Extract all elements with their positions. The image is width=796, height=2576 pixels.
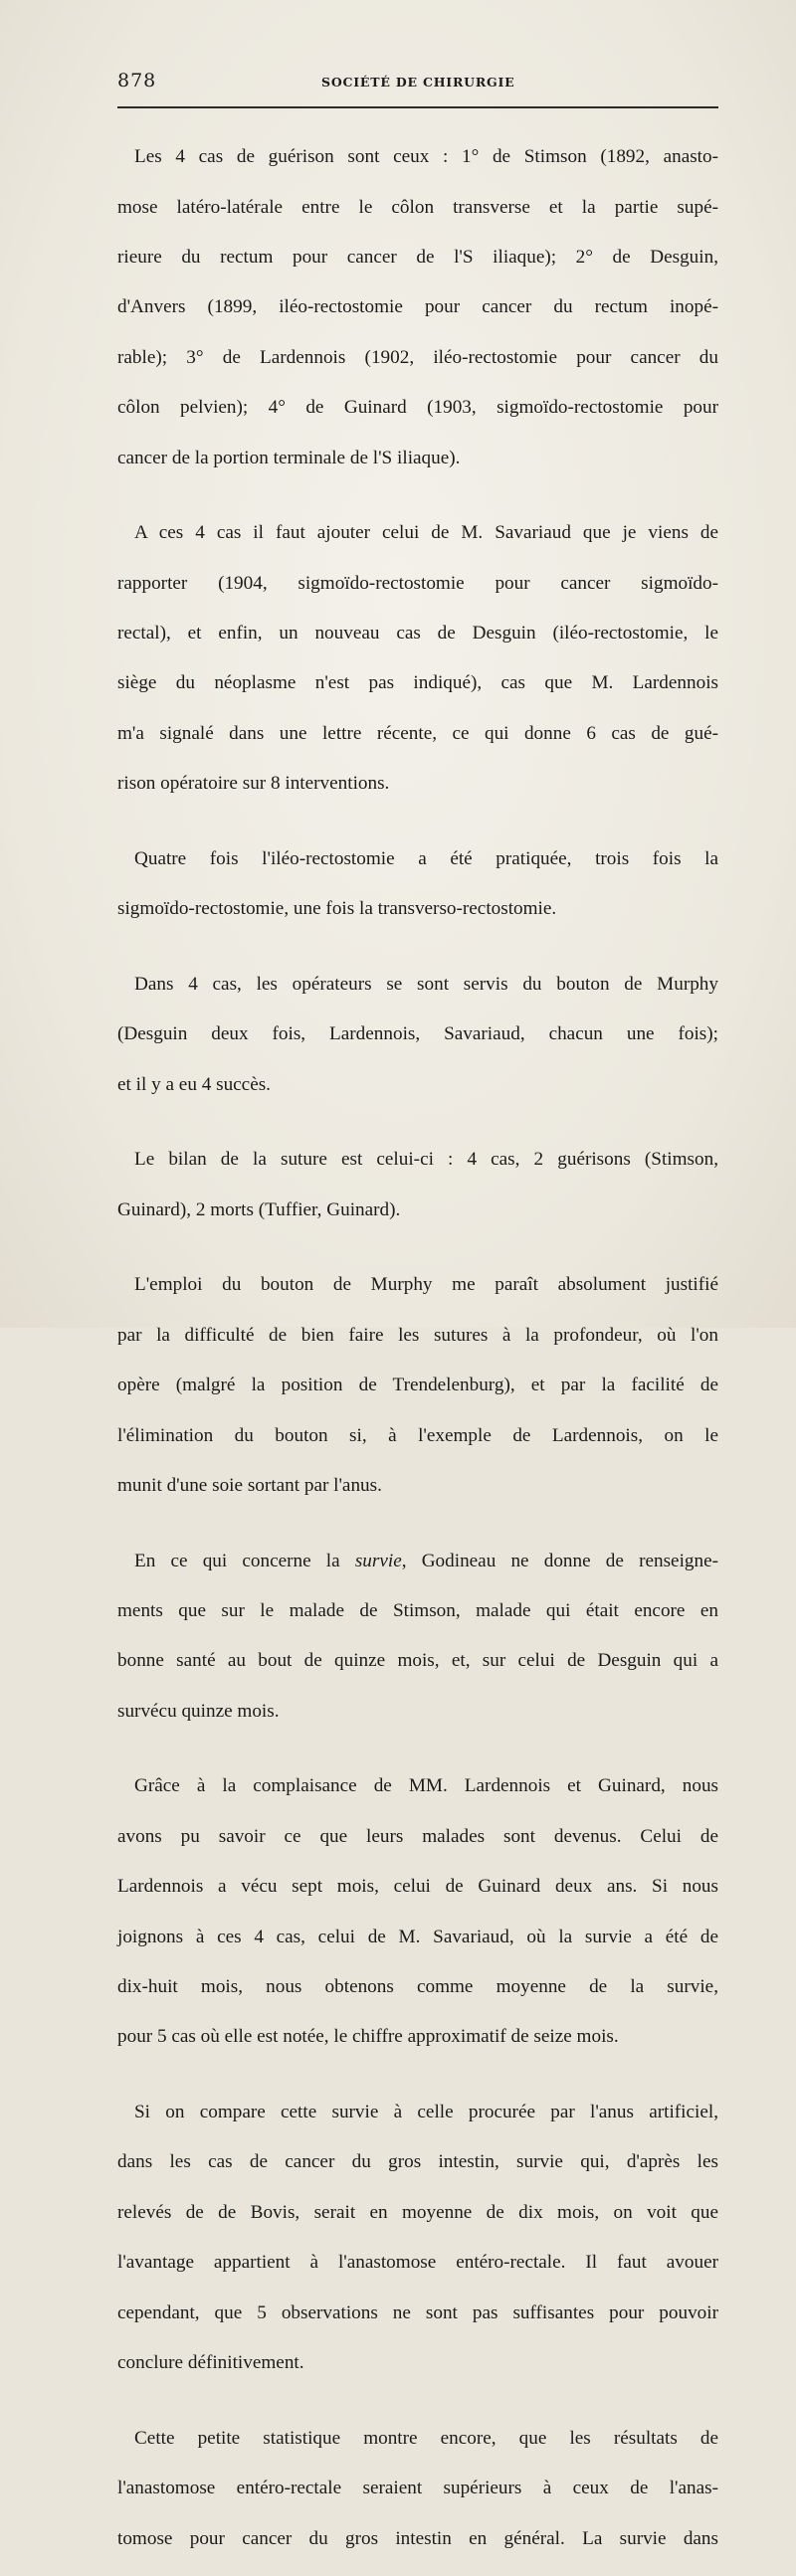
text-line: tomose pour cancer du gros intestin en général. La survie dans xyxy=(117,2527,718,2549)
text-line: dix-huit mois, nous obtenons comme moyenne de la survie, xyxy=(117,1976,718,1998)
text-line: pour 5 cas où elle est notée, le chiffre approximatif de seize mois. xyxy=(117,2026,619,2048)
text-line: l'avantage appartient à l'anastomose entéro-rectale. Il faut avouer xyxy=(117,2252,718,2274)
italic-term: survie xyxy=(354,1550,402,1571)
paragraph-9 xyxy=(117,2075,718,2401)
text-line: munit d'une soie sortant par l'anus. xyxy=(117,1474,382,1496)
text-line: A ces 4 cas il faut ajouter celui de M. Savariaud que je viens de xyxy=(134,522,718,544)
text-line: Quatre fois l'iléo-rectostomie a été pratiquée, trois fois la xyxy=(134,847,718,869)
paragraph-7 xyxy=(117,1523,718,1748)
text-line: cancer de la portion terminale de l'S iliaque). xyxy=(117,447,461,468)
paragraph-1 xyxy=(117,119,718,495)
text-line: d'Anvers (1899, iléo-rectostomie pour cancer du rectum inopé- xyxy=(117,296,718,318)
text-line: relevés de de Bovis, serait en moyenne de dix mois, on voit que xyxy=(117,2201,718,2223)
text-line-mixed xyxy=(117,1549,718,1573)
text-line: (Desguin deux fois, Lardennois, Savariaud, chacun une fois); xyxy=(117,1023,718,1045)
running-title: SOCIÉTÉ DE CHIRURGIE xyxy=(321,75,515,90)
text-line: côlon pelvien); 4° de Guinard (1903, sigmoïdo-rectostomie pour xyxy=(117,397,718,419)
text-line: rable); 3° de Lardennois (1902, iléo-rectostomie pour cancer du xyxy=(117,346,718,368)
header-rule xyxy=(117,106,718,108)
paragraph-2 xyxy=(117,495,718,822)
paragraph-4 xyxy=(117,947,718,1122)
text-line: avons pu savoir ce que leurs malades sont devenus. Celui de xyxy=(117,1825,718,1847)
text-line: dans les cas de cancer du gros intestin, survie qui, d'après les xyxy=(117,2151,718,2173)
page-header xyxy=(117,70,718,97)
text-line: mose latéro-latérale entre le côlon transverse et la partie supé- xyxy=(117,196,718,218)
paragraph-10 xyxy=(117,2400,718,2575)
text-line: et il y a eu 4 succès. xyxy=(117,1073,271,1095)
text-line: par la difficulté de bien faire les sutures à la profondeur, où l'on xyxy=(117,1324,718,1346)
text-line: opère (malgré la position de Trendelenburg), et par la facilité de xyxy=(117,1375,718,1396)
text-line: Grâce à la complaisance de MM. Lardennois et Guinard, nous xyxy=(134,1775,718,1797)
page-number: 878 xyxy=(117,70,157,92)
paragraph-3 xyxy=(117,822,718,947)
text-line: bonne santé au bout de quinze mois, et, sur celui de Desguin qui a xyxy=(117,1650,718,1672)
text-line: Le bilan de la suture est celui-ci : 4 cas, 2 guérisons (Stimson, xyxy=(134,1149,718,1171)
paragraph-5 xyxy=(117,1122,718,1247)
text-line: l'élimination du bouton si, à l'exemple de Lardennois, on le xyxy=(117,1424,718,1446)
text-line: Les 4 cas de guérison sont ceux : 1° de Stimson (1892, anasto- xyxy=(134,146,718,168)
text-line: rieure du rectum pour cancer de l'S iliaque); 2° de Desguin, xyxy=(117,247,718,269)
text-line: l'anastomose entéro-rectale seraient supérieurs à ceux de l'anas- xyxy=(117,2478,718,2499)
text-line: rison opératoire sur 8 interventions. xyxy=(117,773,390,795)
text-line: ments que sur le malade de Stimson, malade qui était encore en xyxy=(117,1599,718,1621)
text-line: rapporter (1904, sigmoïdo-rectostomie pour cancer sigmoïdo- xyxy=(117,572,718,594)
text-line: m'a signalé dans une lettre récente, ce qui donne 6 cas de gué- xyxy=(117,722,718,744)
text-line: Dans 4 cas, les opérateurs se sont servis du bouton de Murphy xyxy=(134,973,718,995)
text-line: survécu quinze mois. xyxy=(117,1700,280,1722)
text-line: Lardennois a vécu sept mois, celui de Guinard deux ans. Si nous xyxy=(117,1876,718,1898)
text-line: rectal), et enfin, un nouveau cas de Desguin (iléo-rectostomie, le xyxy=(117,623,718,644)
text-line: conclure définitivement. xyxy=(117,2352,304,2374)
text-line: cependant, que 5 observations ne sont pas suffisantes pour pouvoir xyxy=(117,2301,718,2323)
paragraph-8 xyxy=(117,1748,718,2075)
paragraph-6 xyxy=(117,1247,718,1523)
text-line: Si on compare cette survie à celle procurée par l'anus artificiel, xyxy=(134,2102,718,2123)
text-line: L'emploi du bouton de Murphy me paraît absolument justifié xyxy=(134,1274,718,1296)
text-line: sigmoïdo-rectostomie, une fois la transverso-rectostomie. xyxy=(117,898,557,920)
text-line: Guinard), 2 morts (Tuffier, Guinard). xyxy=(117,1198,401,1220)
body-text xyxy=(117,119,718,2576)
text-line: siège du néoplasme n'est pas indiqué), cas que M. Lardennois xyxy=(117,672,718,694)
text-fragment: En ce qui concerne la xyxy=(134,1550,340,1571)
text-fragment: , Godineau ne donne de renseigne- xyxy=(401,1550,718,1571)
text-line: Cette petite statistique montre encore, que les résultats de xyxy=(134,2427,718,2449)
text-line: joignons à ces 4 cas, celui de M. Savariaud, où la survie a été de xyxy=(117,1926,718,1947)
